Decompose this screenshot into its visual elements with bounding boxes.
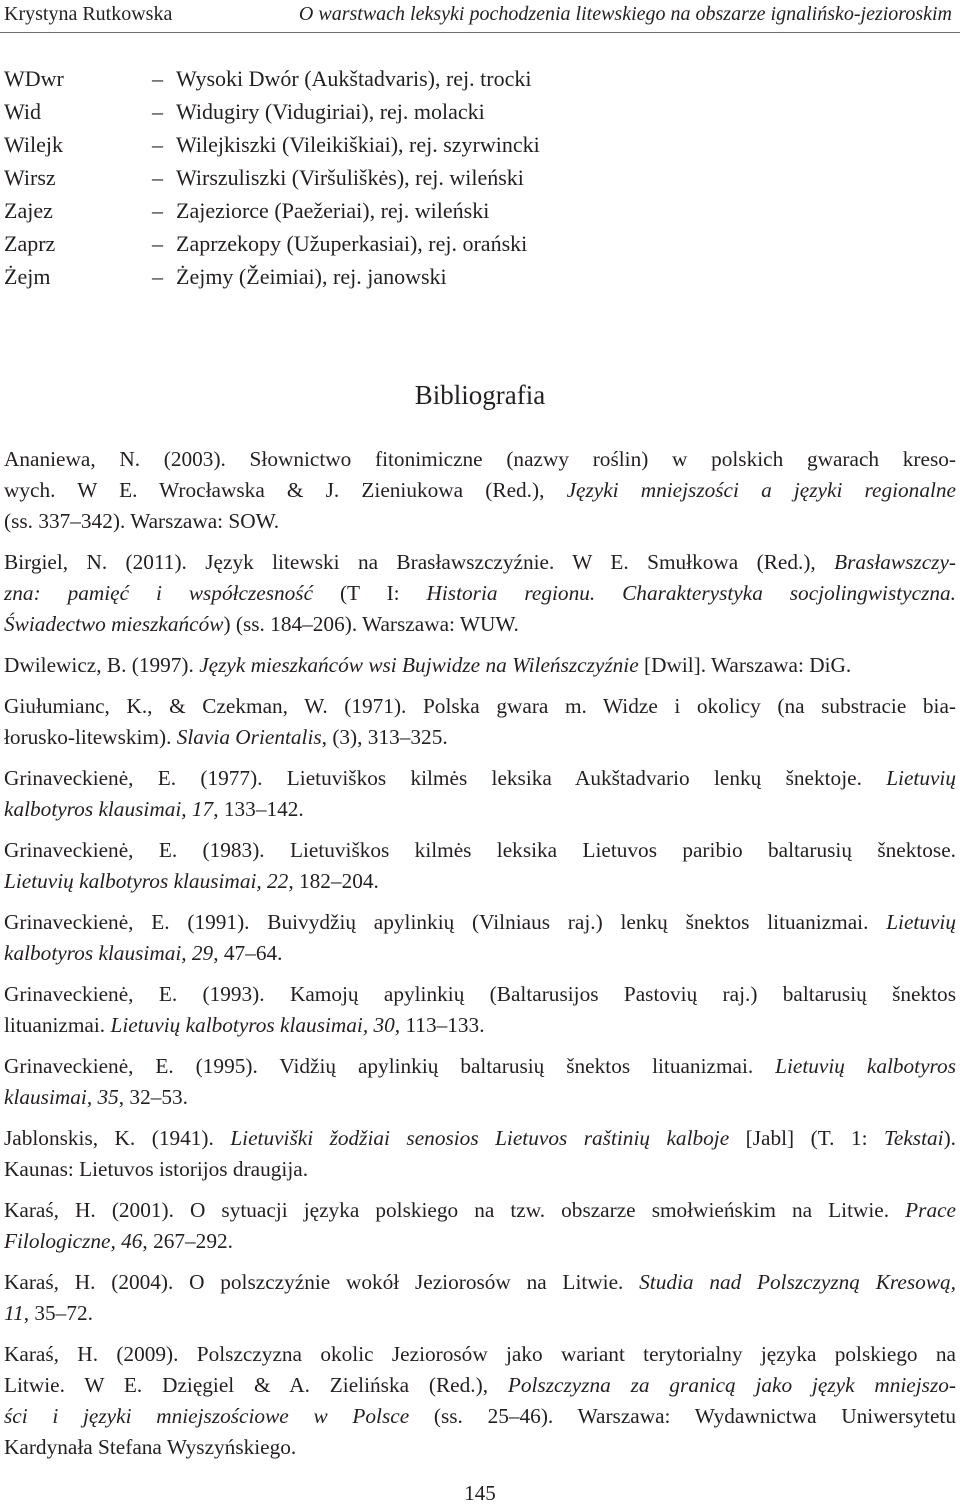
italic-segment: Prace <box>905 1198 956 1222</box>
italic-segment: Języki mniejszości a języki regionalne <box>566 478 956 502</box>
bibliography-entry <box>4 1195 956 1257</box>
entry-line <box>4 1123 956 1154</box>
bibliography-entry <box>4 547 956 640</box>
text-segment: ). <box>943 1126 956 1150</box>
text-segment: Karaś, H. (2009). Polszczyzna okolic Jeziorosów jako wariant terytorialny języka polskiego na <box>4 1342 956 1366</box>
abbreviation-code: Wilejk <box>4 132 63 157</box>
page-number: 145 <box>464 1481 496 1505</box>
abbreviation-dash: – <box>152 132 163 157</box>
italic-segment: Filologiczne, 46 <box>4 1229 143 1253</box>
section-title-text: Bibliografia <box>414 380 546 410</box>
bibliography-entry <box>4 979 956 1041</box>
italic-segment: Polszczyzna za granicą jako język mniejszo- <box>507 1373 956 1397</box>
text-segment: lituanizmai. <box>4 1013 111 1037</box>
text-segment: Karaś, H. (2001). O sytuacji języka polskiego na tzw. obszarze smołwieńskim na Litwie. <box>4 1198 906 1222</box>
entry-line <box>4 609 956 640</box>
text-segment: Dwilewicz, B. (1997). <box>4 653 200 677</box>
entry-line <box>4 691 956 722</box>
abbreviation-row <box>4 196 944 229</box>
abbreviation-dash: – <box>152 165 163 190</box>
abbreviation-expansion: Wysoki Dwór (Aukštadvaris), rej. trocki <box>176 66 532 91</box>
abbreviation-dash: – <box>152 198 163 223</box>
text-segment: , 113–133. <box>394 1013 485 1037</box>
italic-segment: Lietuviški žodžiai senosios Lietuvos raštinių kalboje <box>230 1126 730 1150</box>
bibliography-entry <box>4 1123 956 1185</box>
text-segment: Ananiewa, N. (2003). Słownictwo fitonimiczne (nazwy roślin) w polskich gwarach kreso- <box>4 447 956 471</box>
bibliography-list <box>4 444 956 1473</box>
abbreviation-expansion: Zaprzekopy (Užuperkasiai), rej. orański <box>176 231 528 256</box>
bibliography-entry <box>4 1339 956 1463</box>
bibliography-entry <box>4 763 956 825</box>
section-title <box>0 378 960 412</box>
text-segment: , 32–53. <box>118 1085 188 1109</box>
entry-line <box>4 1401 956 1432</box>
header-title: O warstwach leksyki pochodzenia litewskiego na obszarze ignalińsko-jezioroskim <box>298 3 952 25</box>
abbreviation-expansion: Wilejkiszki (Vileikiškiai), rej. szyrwincki <box>176 132 540 157</box>
entry-line <box>4 866 956 897</box>
text-segment: [Dwil]. Warszawa: DiG. <box>638 653 852 677</box>
abbreviation-dash: – <box>152 264 163 289</box>
text-segment: [Jabl] (T. 1: <box>729 1126 884 1150</box>
text-segment: , 47–64. <box>213 941 283 965</box>
entry-line <box>4 1082 956 1113</box>
entry-line <box>4 1298 956 1329</box>
entry-line <box>4 547 956 578</box>
text-segment: Litwie. W E. Dzięgiel & A. Zielińska (Red.), <box>4 1373 508 1397</box>
italic-segment: Lietuvių kalbotyros <box>775 1054 956 1078</box>
text-segment: Jablonskis, K. (1941). <box>4 1126 231 1150</box>
abbreviation-code: Zajez <box>4 198 53 223</box>
text-segment: (ss. 337–342). Warszawa: SOW. <box>4 509 280 533</box>
text-segment: wych. W E. Wrocławska & J. Zieniukowa (Red.), <box>4 478 567 502</box>
bibliography-entry <box>4 444 956 537</box>
text-segment: (ss. 25–46). Warszawa: Wydawnictwa Uniwersytetu <box>409 1404 956 1428</box>
entry-line <box>4 1051 956 1082</box>
entry-line <box>4 1226 956 1257</box>
abbreviation-row <box>4 163 944 196</box>
abbreviation-code: WDwr <box>4 66 64 91</box>
bibliography-entry <box>4 691 956 753</box>
entry-line <box>4 506 956 537</box>
header-author: Krystyna Rutkowska <box>4 3 173 25</box>
entry-line <box>4 722 956 753</box>
italic-segment: Studia nad Polszczyzną Kresową, <box>639 1270 956 1294</box>
italic-segment: Lietuvių <box>886 766 956 790</box>
entry-line <box>4 578 956 609</box>
italic-segment: Tekstai <box>883 1126 944 1150</box>
italic-segment: Lietuvių kalbotyros klausimai, 22 <box>4 869 289 893</box>
bibliography-entry <box>4 1051 956 1113</box>
entry-line <box>4 1432 956 1463</box>
italic-segment: Slavia Orientalis <box>176 725 322 749</box>
entry-line <box>4 650 956 681</box>
bibliography-entry <box>4 835 956 897</box>
italic-segment: Język mieszkańców wsi Bujwidze na Wileńszczyźnie <box>199 653 639 677</box>
entry-line <box>4 444 956 475</box>
italic-segment: Historia regionu. Charakterystyka socjolingwistyczna. <box>426 581 956 605</box>
entry-line <box>4 1267 956 1298</box>
text-segment: Birgiel, N. (2011). Język litewski na Brasławszczyźnie. W E. Smułkowa (Red.), <box>4 550 835 574</box>
entry-line <box>4 1010 956 1041</box>
entry-line <box>4 979 956 1010</box>
italic-segment: ści i języki mniejszościowe w Polsce <box>4 1404 410 1428</box>
entry-line <box>4 835 956 866</box>
text-segment: łorusko-litewskim). <box>4 725 177 749</box>
abbreviation-dash: – <box>152 231 163 256</box>
entry-line <box>4 1195 956 1226</box>
abbreviation-expansion: Widugiry (Vidugiriai), rej. molacki <box>176 99 485 124</box>
text-segment: , 133–142. <box>213 797 304 821</box>
abbreviation-expansion: Żejmy (Žeimiai), rej. janowski <box>176 264 447 289</box>
text-segment: , 182–204. <box>288 869 379 893</box>
italic-segment: kalbotyros klausimai, 17 <box>4 797 214 821</box>
text-segment: (T I: <box>313 581 427 605</box>
text-segment: , 35–72. <box>23 1301 93 1325</box>
abbreviation-row <box>4 64 944 97</box>
abbreviation-dash: – <box>152 66 163 91</box>
italic-segment: kalbotyros klausimai, 29 <box>4 941 214 965</box>
abbreviation-row <box>4 130 944 163</box>
abbreviation-code: Wirsz <box>4 165 56 190</box>
text-segment: Grinaveckienė, E. (1993). Kamojų apylinkių (Baltarusijos Pastovių raj.) baltarusių šnektos <box>4 982 956 1006</box>
abbreviation-list <box>4 64 944 295</box>
abbreviation-row <box>4 229 944 262</box>
italic-segment: zna: pamięć i współczesność <box>4 581 314 605</box>
text-segment: Grinaveckienė, E. (1995). Vidžių apylinkių baltarusių šnektos lituanizmai. <box>4 1054 776 1078</box>
text-segment: Grinaveckienė, E. (1983). Lietuviškos kilmės leksika Lietuvos paribio baltarusių šnektose. <box>4 838 956 862</box>
text-segment: Grinaveckienė, E. (1991). Buivydžių apylinkių (Vilniaus raj.) lenkų šnektos lituanizmai. <box>4 910 887 934</box>
abbreviation-row <box>4 97 944 130</box>
italic-segment: 11 <box>4 1301 24 1325</box>
bibliography-entry <box>4 907 956 969</box>
abbreviation-dash: – <box>152 99 163 124</box>
italic-segment: klausimai, 35 <box>4 1085 119 1109</box>
entry-line <box>4 763 956 794</box>
text-segment: Kaunas: Lietuvos istorijos draugija. <box>4 1157 309 1181</box>
text-segment: , (3), 313–325. <box>321 725 448 749</box>
entry-line <box>4 1370 956 1401</box>
entry-line <box>4 794 956 825</box>
text-segment: Karaś, H. (2004). O polszczyźnie wokół Jeziorosów na Litwie. <box>4 1270 640 1294</box>
abbreviation-expansion: Zajeziorce (Paežeriai), rej. wileński <box>176 198 490 223</box>
text-segment: ) (ss. 184–206). Warszawa: WUW. <box>223 612 519 636</box>
text-segment: , 267–292. <box>142 1229 233 1253</box>
text-segment: Grinaveckienė, E. (1977). Lietuviškos kilmės leksika Aukštadvario lenkų šnektoje. <box>4 766 887 790</box>
italic-segment: Lietuvių <box>886 910 956 934</box>
italic-segment: Lietuvių kalbotyros klausimai, 30 <box>110 1013 395 1037</box>
abbreviation-code: Żejm <box>4 264 51 289</box>
entry-line <box>4 1339 956 1370</box>
entry-line <box>4 907 956 938</box>
bibliography-entry <box>4 650 956 681</box>
entry-line <box>4 1154 956 1185</box>
abbreviation-row <box>4 262 944 295</box>
abbreviation-code: Zaprz <box>4 231 56 256</box>
entry-line <box>4 475 956 506</box>
abbreviation-expansion: Wirszuliszki (Viršuliškės), rej. wileński <box>176 165 524 190</box>
text-segment: Kardynała Stefana Wyszyńskiego. <box>4 1435 297 1459</box>
running-header <box>0 0 960 33</box>
text-segment: Giułumianc, K., & Czekman, W. (1971). Polska gwara m. Widze i okolicy (na substracie bia- <box>4 694 956 718</box>
italic-segment: Świadectwo mieszkańców <box>4 612 224 636</box>
bibliography-entry <box>4 1267 956 1329</box>
entry-line <box>4 938 956 969</box>
italic-segment: Brasławszczy- <box>834 550 956 574</box>
abbreviation-code: Wid <box>4 99 41 124</box>
